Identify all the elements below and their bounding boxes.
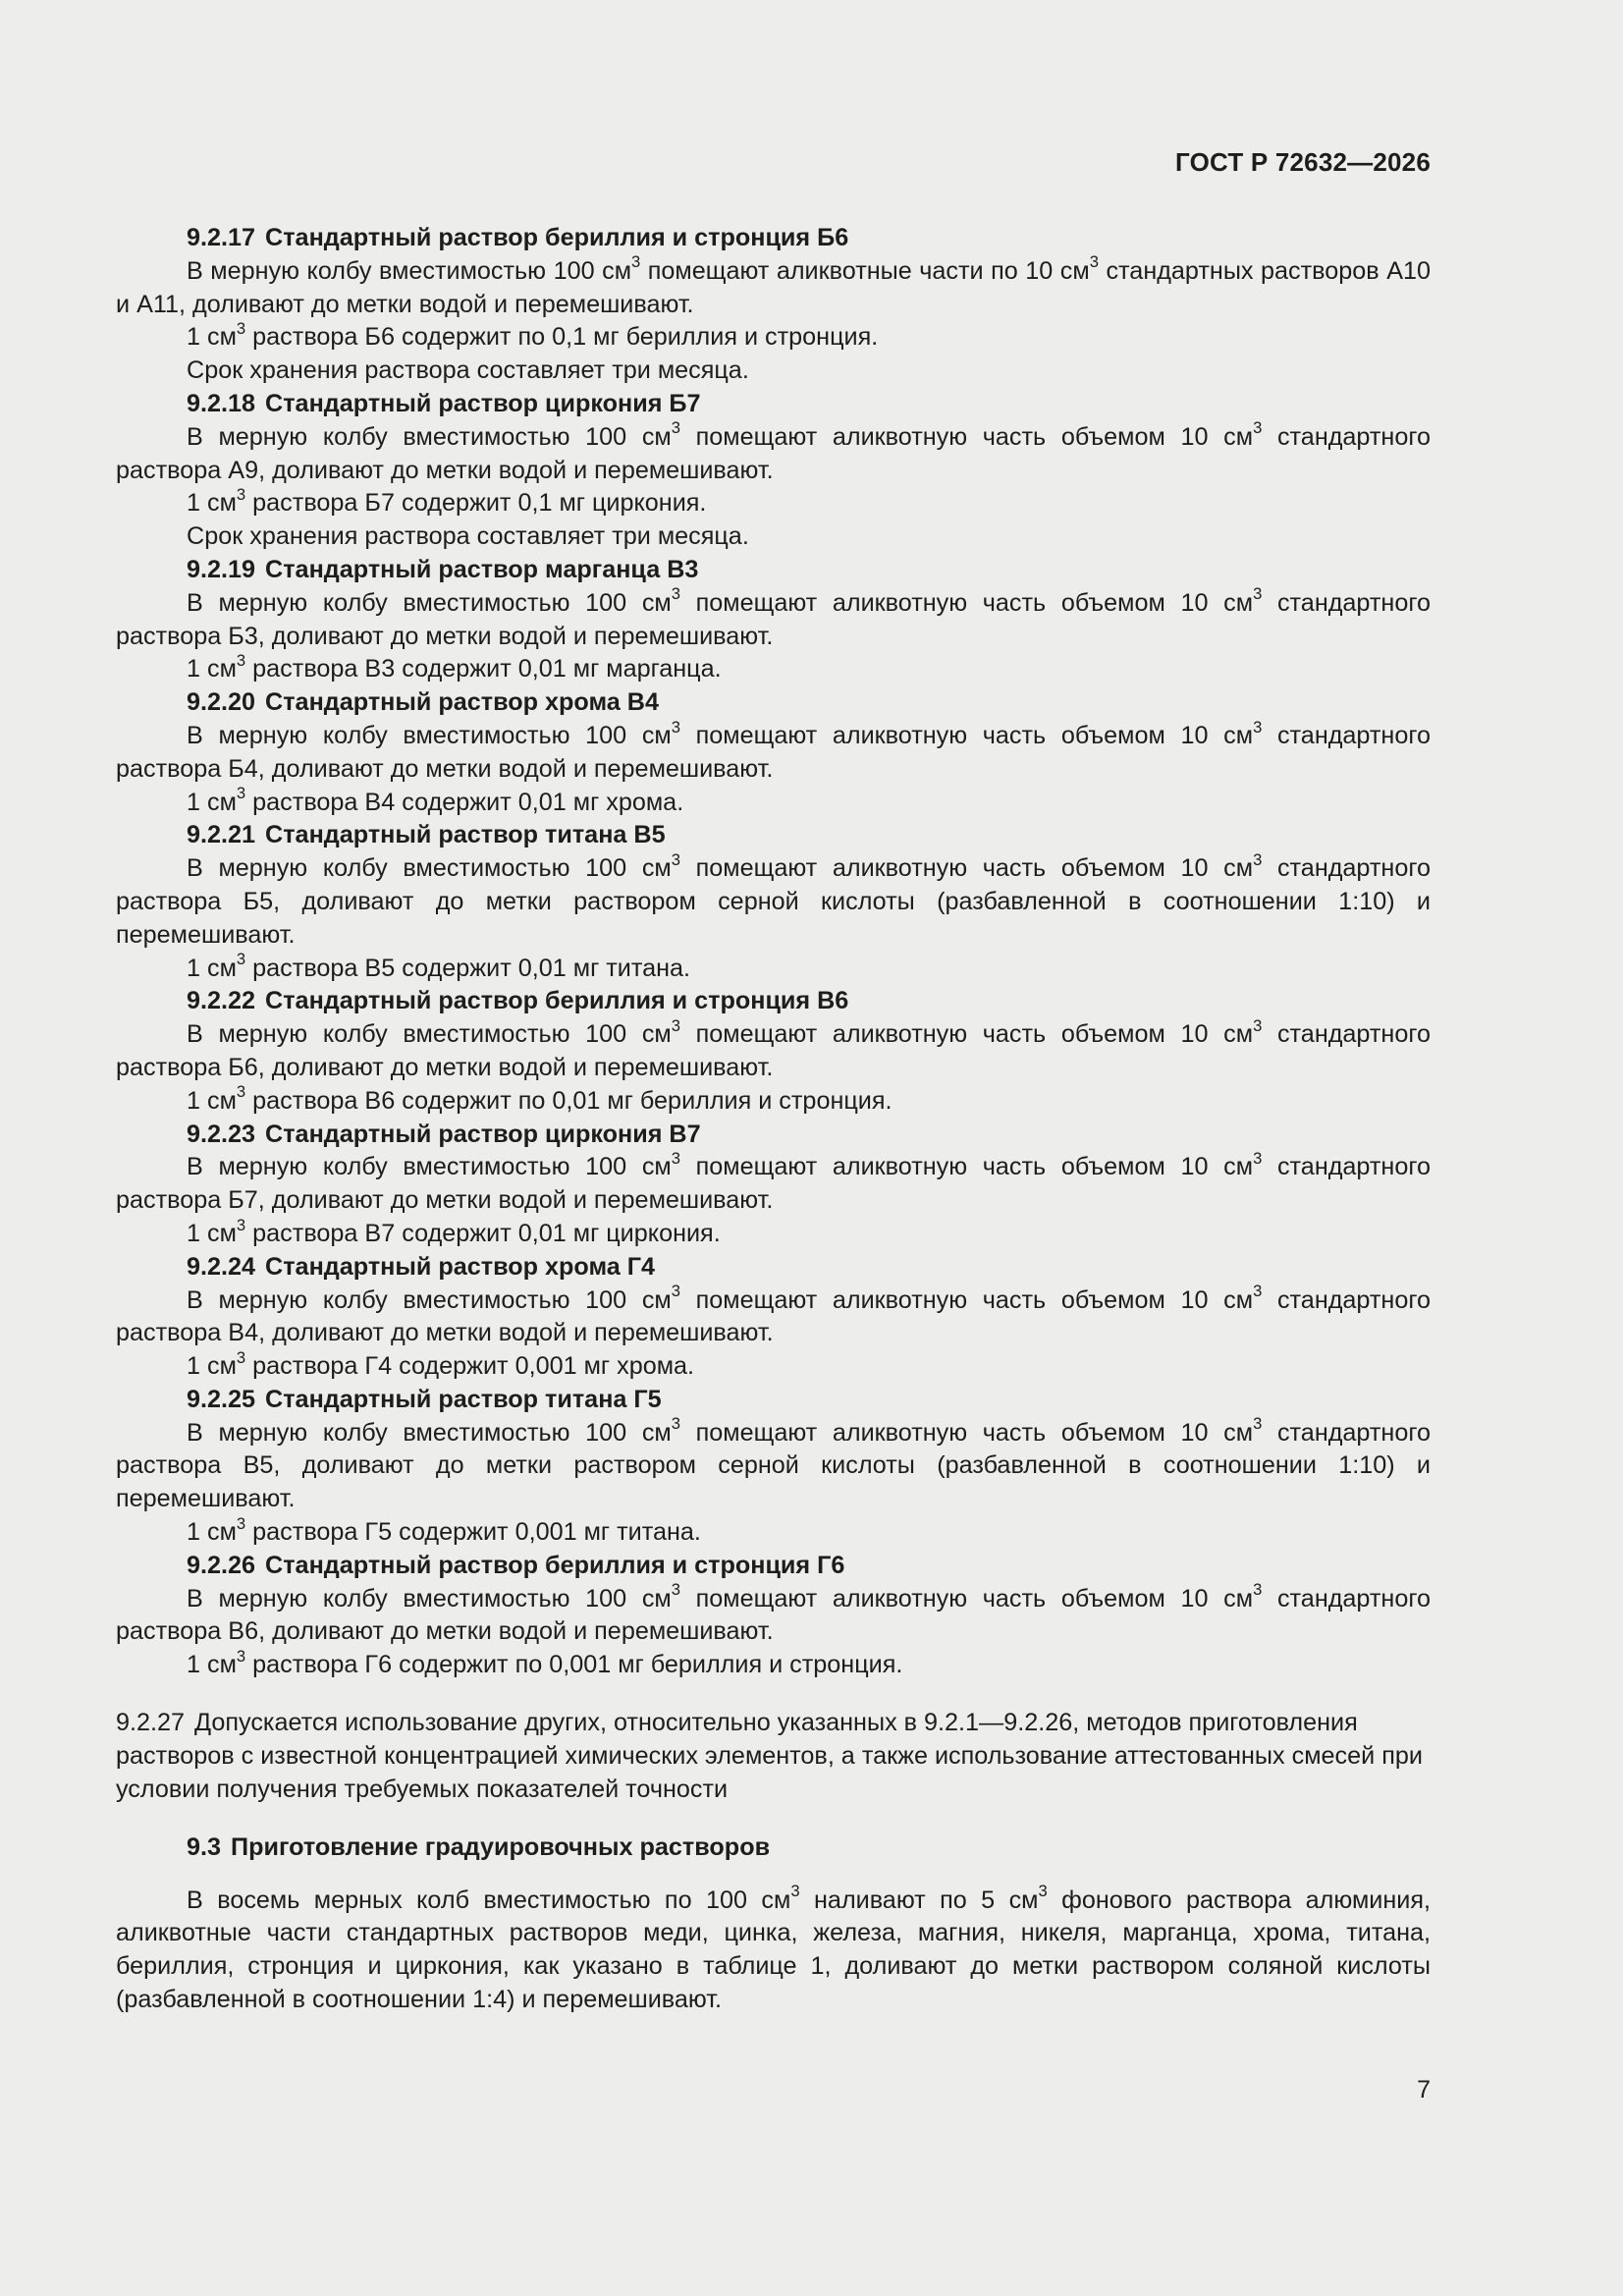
body-paragraph [116,1148,1431,1218]
body-paragraph [116,717,1431,787]
clause-heading [116,686,1431,720]
clause-heading [116,1251,1431,1285]
text-run: 1 см [187,1518,237,1547]
text-run: стандартного раствора Б7, доливают до метки водой и перемешивают. [116,1153,1431,1215]
superscript: 3 [1253,1414,1263,1434]
superscript: 3 [236,1215,246,1234]
text-run: В мерную колбу вместимостью 100 см [187,1285,672,1314]
text-run: раствора В4 содержит 0,01 мг хрома. [245,788,684,816]
text-run: помещают аликвотную часть объемом 10 см [679,1418,1254,1447]
clause-number: 9.2.22 [187,987,256,1015]
text-run: В мерную колбу вместимостью 100 см [187,1153,672,1181]
text-run: В восемь мерных колб вместимостью по 100 см [187,1886,791,1914]
text-run: стандартного раствора А9, доливают до метки водой и перемешивают. [116,422,1431,484]
superscript: 3 [1253,717,1263,737]
text-run: стандартного раствора Б3, доливают до метки водой и перемешивают. [116,588,1431,650]
clause-text: Стандартный раствор циркония Б7 [265,389,701,417]
superscript: 3 [236,650,246,670]
clause-number: 9.2.25 [187,1385,256,1413]
text-run: 1 см [187,655,237,683]
text-run: помещают аликвотную часть объемом 10 см [679,1285,1254,1314]
superscript: 3 [671,1414,680,1434]
body-paragraph [116,355,1431,388]
body-paragraph [116,418,1431,488]
text-run: стандартного раствора Б4, доливают до метки водой и перемешивают. [116,721,1431,783]
body-paragraph [116,950,1431,986]
superscript: 3 [1253,1282,1263,1301]
body-paragraph [116,1282,1431,1351]
clause-text: Стандартный раствор бериллия и стронция Г6 [265,1551,845,1579]
text-run: помещают аликвотную часть объемом 10 см [679,721,1254,749]
superscript: 3 [671,1148,680,1168]
body-paragraph [116,650,1431,686]
text-run: стандартного раствора Б6, доливают до метки водой и перемешивают. [116,1020,1431,1081]
text-run: помещают аликвотную часть объемом 10 см [679,588,1254,617]
superscript: 3 [671,849,680,869]
page-number: 7 [1417,2076,1431,2104]
body-paragraph [116,584,1431,654]
text-run: раствора Б6 содержит по 0,1 мг бериллия и стронция. [245,323,879,352]
document-body [116,222,1431,2017]
superscript: 3 [1253,1580,1263,1600]
clause-text: Стандартный раствор бериллия и стронция В6 [265,987,849,1015]
clause-heading [116,554,1431,587]
text-run: 1 см [187,323,237,352]
body-paragraph [116,1513,1431,1550]
superscript: 3 [1089,252,1099,272]
clause-number: 9.2.26 [187,1551,256,1579]
body-paragraph [116,1414,1431,1516]
clause-number: 9.2.23 [187,1120,256,1148]
superscript: 3 [236,485,246,504]
text-run: раствора Г6 содержит по 0,001 мг бериллия и стронция. [245,1651,903,1679]
clause-text: Приготовление градуировочных растворов [231,1832,771,1861]
clause-text: Стандартный раствор бериллия и стронция Б6 [265,224,849,251]
superscript: 3 [236,319,246,339]
body-paragraph [116,1082,1431,1119]
text-run: стандартного раствора В4, доливают до метки водой и перемешивают. [116,1285,1431,1347]
text-run: помещают аликвотную часть объемом 10 см [679,854,1254,883]
numbered-paragraph [116,1707,1431,1806]
text-run: 1 см [187,1086,237,1115]
clause-text: Стандартный раствор марганца В3 [265,555,699,583]
text-run: В мерную колбу вместимостью 100 см [187,854,672,883]
superscript: 3 [236,1646,246,1666]
superscript: 3 [1253,1015,1263,1035]
body-paragraph [116,1347,1431,1384]
clause-heading [116,1119,1431,1152]
body-paragraph [116,252,1432,322]
text-run: раствора Б7 содержит 0,1 мг циркония. [245,489,707,518]
text-run: помещают аликвотную часть объемом 10 см [679,422,1254,451]
clause-heading [116,388,1431,421]
body-paragraph [116,1646,1431,1682]
text-run: В мерную колбу вместимостью 100 см [187,721,672,749]
clause-text: Стандартный раствор хрома Г4 [265,1252,656,1281]
document-id: ГОСТ Р 72632—2026 [1175,147,1431,177]
text-run: стандартного раствора Б5, доливают до метки раствором серной кислоты (разбавленной в соотношении 1:10) и перемешивают. [116,854,1431,949]
clause-heading [116,222,1431,255]
body-paragraph [116,321,1431,355]
body-paragraph [116,520,1431,554]
text-run: раствора В6 содержит по 0,01 мг бериллия и стронция. [245,1086,893,1115]
superscript: 3 [671,1580,680,1600]
text-run: В мерную колбу вместимостью 100 см [187,256,632,285]
text-run: 1 см [187,788,237,816]
text-run: В мерную колбу вместимостью 100 см [187,588,672,617]
text-run: стандартного раствора В5, доливают до метки раствором серной кислоты (разбавленной в соотношении 1:10) и перемешивают. [116,1418,1431,1513]
clause-number: 9.2.19 [187,555,256,583]
superscript: 3 [1038,1882,1048,1901]
clause-text: Стандартный раствор хрома В4 [265,688,659,717]
text-run: помещают аликвотную часть объемом 10 см [679,1584,1254,1613]
text-run: 1 см [187,1219,237,1247]
body-paragraph [116,487,1431,520]
superscript: 3 [236,1347,246,1367]
superscript: 3 [671,717,680,737]
clause-heading [116,1550,1431,1583]
text-run: стандартных растворов А10 и А11, доливают до метки водой и перемешивают. [116,256,1432,318]
text-run: Срок хранения раствора составляет три месяца. [187,522,749,551]
clause-number: 9.2.21 [187,821,256,849]
body-paragraph [116,1882,1431,2017]
superscript: 3 [671,418,680,438]
text-run: В мерную колбу вместимостью 100 см [187,1020,672,1049]
clause-number: 9.2.24 [187,1252,256,1281]
clause-heading [116,1384,1431,1417]
clause-number: 9.2.20 [187,688,256,717]
superscript: 3 [631,252,641,272]
text-run: раствора В5 содержит 0,01 мг титана. [245,954,691,982]
text-run: раствора В7 содержит 0,01 мг циркония. [245,1219,721,1247]
superscript: 3 [671,584,680,604]
body-paragraph [116,1580,1431,1650]
text-run: помещают аликвотные части по 10 см [640,256,1090,285]
text-run: наливают по 5 см [799,1886,1039,1914]
clause-text: Стандартный раствор титана Г5 [265,1385,662,1413]
clause-heading [116,819,1431,852]
section-heading [116,1831,1431,1865]
text-run: раствора Г4 содержит 0,001 мг хрома. [245,1352,695,1381]
text-run: В мерную колбу вместимостью 100 см [187,422,672,451]
clause-number: 9.2.18 [187,389,256,417]
text-run: раствора В3 содержит 0,01 мг марганца. [245,655,722,683]
text-run: стандартного раствора В6, доливают до метки водой и перемешивают. [116,1584,1431,1646]
superscript: 3 [236,1082,246,1102]
text-run: В мерную колбу вместимостью 100 см [187,1418,672,1447]
superscript: 3 [1253,584,1263,604]
text-run: помещают аликвотную часть объемом 10 см [679,1153,1254,1181]
text-run: 1 см [187,1352,237,1381]
superscript: 3 [1253,418,1263,438]
clause-text: Стандартный раствор титана В5 [265,821,666,849]
document-page [116,0,1431,2296]
superscript: 3 [1253,1148,1263,1168]
text-run: 1 см [187,1651,237,1679]
text-run: 1 см [187,954,237,982]
clause-number: 9.2.17 [187,224,256,251]
text-run: помещают аликвотную часть объемом 10 см [679,1020,1254,1049]
text-run: 1 см [187,489,237,518]
clause-number: 9.2.27 [116,1709,186,1737]
clause-heading [116,985,1431,1018]
superscript: 3 [236,784,246,803]
superscript: 3 [236,1513,246,1533]
superscript: 3 [1253,849,1263,869]
clause-text: Допускается использование других, относительно указанных в 9.2.1—9.2.26, методов приготовления растворов с известной концентрацией химических элементов, а также использование аттестованных смесей при условии получения требуемых показателей точности [116,1709,1423,1803]
superscript: 3 [671,1015,680,1035]
clause-number: 9.3 [187,1832,222,1861]
text-run: В мерную колбу вместимостью 100 см [187,1584,672,1613]
superscript: 3 [236,950,246,969]
superscript: 3 [790,1882,800,1901]
body-paragraph [116,1015,1431,1085]
body-paragraph [116,849,1431,952]
clause-text: Стандартный раствор циркония В7 [265,1120,701,1148]
text-run: фонового раствора алюминия, аликвотные части стандартных растворов меди, цинка, железа, магния, никеля, марганца, хрома, титана, бериллия, стронция и циркония, как указано в таблице 1, доливают до метки раствором соляной кислоты (разбавленной в соотношении 1:4) и перемешивают. [116,1886,1431,2014]
body-paragraph [116,784,1431,820]
superscript: 3 [671,1282,680,1301]
text-run: раствора Г5 содержит 0,001 мг титана. [245,1518,701,1547]
body-paragraph [116,1215,1431,1251]
text-run: Срок хранения раствора составляет три месяца. [187,356,749,385]
